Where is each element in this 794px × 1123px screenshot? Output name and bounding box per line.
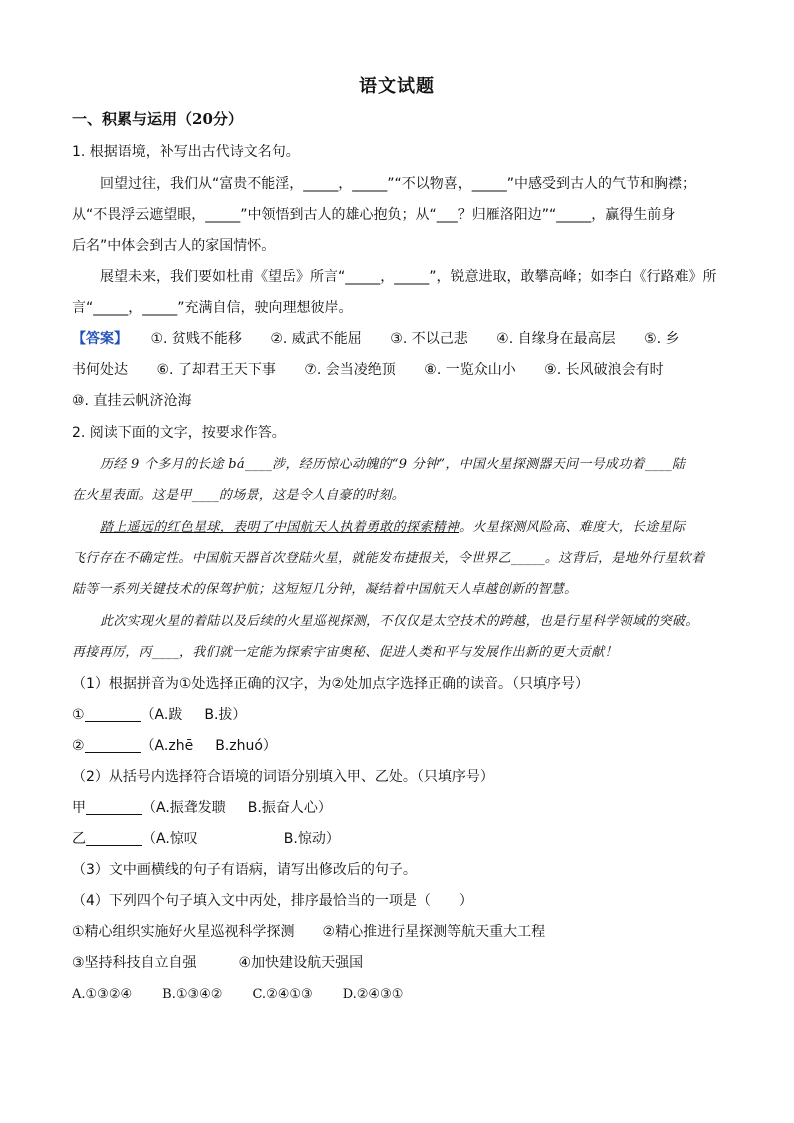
subquestion-4-sentences-2: ③坚持科技自立自强 ④加快建设航天强国 (72, 955, 364, 971)
question-1-paragraph-1-line-1: 回望过往，我们从“富贵不能淫，_____，_____”“不以物喜，_____”中感受到古人的气节和胸襟； (100, 176, 697, 192)
option-a: （A.振聋发聩 (142, 800, 226, 816)
choice-d[interactable]: D.②④③① (342, 987, 404, 1002)
answer-tag: 【答案】 (72, 331, 128, 347)
answer-item: ③. 不以己悲 (390, 331, 468, 347)
answer-item: ⑥. 了却君王天下事 (156, 362, 276, 378)
answer-line-1 (72, 329, 732, 349)
question-1-paragraph-1-line-2: 从“不畏浮云遮望眼，_____”中领悟到古人的雄心抱负；从“___？归雁洛阳边”“_____，赢得生前身 (72, 207, 676, 223)
question-1-paragraph-1-line-3: 后名”中体会到古人的家国情怀。 (72, 238, 276, 254)
choice-c[interactable]: C.②④①③ (252, 987, 313, 1002)
passage-line-6: 此次实现火星的着陆以及后续的火星巡视探测，不仅仅是太空技术的跨越，也是行星科学领域的突破。 (100, 614, 699, 629)
subquestion-2: （2）从括号内选择符合语境的词语分别填入甲、乙处。（只填序号） (72, 769, 494, 785)
item-label: 甲 (72, 800, 86, 816)
answer-item: ④. 自缘身在最高层 (496, 331, 616, 347)
choice-b[interactable]: B.①③④② (162, 987, 223, 1002)
passage-line-5: 陆等一系列关键技术的保驾护航；这短短几分钟，凝结着中国航天人卓越创新的智慧。 (72, 582, 578, 597)
subquestion-1-item-a (72, 705, 732, 725)
subquestion-1-item-b (72, 736, 732, 756)
answer-blank[interactable] (85, 738, 141, 753)
subquestion-1: （1）根据拼音为①处选择正确的汉字，为②处加点字选择正确的读音。（只填序号） (72, 676, 590, 692)
option-a: （A.惊叹 (142, 831, 198, 847)
page-title: 语文试题 (359, 76, 435, 97)
option-b: B.振奋人心） (247, 800, 332, 816)
answer-item: ⑧. 一览众山小 (424, 362, 516, 378)
passage-line-1: 历经 9 个多月的长途 bá____涉，经历惊心动魄的“9 分钟”，中国火星探测器天问一号成功着____陆 (100, 457, 686, 472)
passage-line-7: 再接再厉，丙____，我们就一定能为探索宇宙奥秘、促进人类和平与发展作出新的更大贡献！ (72, 645, 618, 660)
subquestion-3: （3）文中画横线的句子有语病，请写出修改后的句子。 (72, 862, 417, 878)
answer-item: ①. 贫贱不能移 (150, 331, 242, 347)
item-label: ② (72, 738, 85, 754)
option-b: B.拔） (204, 707, 247, 723)
passage-text: 。火星探测风险高、难度大，长途星际 (459, 520, 686, 535)
item-label: 乙 (72, 831, 86, 847)
option-b: B.惊动） (283, 831, 340, 847)
subquestion-2-item-yi (72, 829, 732, 849)
answer-item: ⑤. 乡 (644, 331, 680, 347)
passage-line-4: 飞行存在不确定性。中国航天器首次登陆火星，就能发布捷报关，令世界乙_____。这背后，是地外行星软着 (72, 551, 705, 566)
choice-options (72, 985, 732, 1005)
choice-a[interactable]: A.①③②④ (72, 987, 133, 1002)
question-1-prompt: 1. 根据语境，补写出古代诗文名句。 (72, 144, 300, 160)
underlined-sentence: 踏上遥远的红色星球，表明了中国航天人执着勇敢的探索精神 (100, 520, 460, 535)
answer-blank[interactable] (86, 800, 142, 815)
subquestion-2-item-jia (72, 798, 732, 818)
section-heading: 一、积累与运用（20分） (72, 110, 243, 128)
answer-item: ⑦. 会当凌绝顶 (304, 362, 396, 378)
option-b: B.zhuó） (215, 738, 277, 754)
answer-item: ⑨. 长风破浪会有时 (544, 362, 664, 378)
question-1-paragraph-2-line-2: 言“_____，_____”充满自信，驶向理想彼岸。 (72, 300, 353, 316)
passage-line-2: 在火星表面。这是甲____的场景，这是令人自豪的时刻。 (72, 488, 406, 503)
answer-item: 书何处达 (72, 362, 128, 378)
answer-item: ②. 威武不能屈 (270, 331, 362, 347)
answer-line-2 (72, 360, 732, 380)
item-label: ① (72, 707, 85, 723)
passage-line-3 (100, 518, 760, 538)
answer-line-3: ⑩. 直挂云帆济沧海 (72, 393, 192, 409)
question-2-prompt: 2. 阅读下面的文字，按要求作答。 (72, 425, 286, 441)
option-a: （A.zhē (140, 738, 194, 754)
answer-blank[interactable] (86, 831, 142, 846)
subquestion-4: （4）下列四个句子填入文中丙处，排序最恰当的一项是（ ） (72, 893, 473, 909)
answer-blank[interactable] (85, 707, 141, 722)
subquestion-4-sentences-1: ①精心组织实施好火星巡视科学探测 ②精心推进行星探测等航天重大工程 (72, 924, 546, 940)
question-1-paragraph-2-line-1: 展望未来，我们要如杜甫《望岳》所言“_____，_____”，锐意进取，敢攀高峰；如李白《行路难》所 (100, 269, 717, 285)
option-a: （A.跋 (140, 707, 183, 723)
